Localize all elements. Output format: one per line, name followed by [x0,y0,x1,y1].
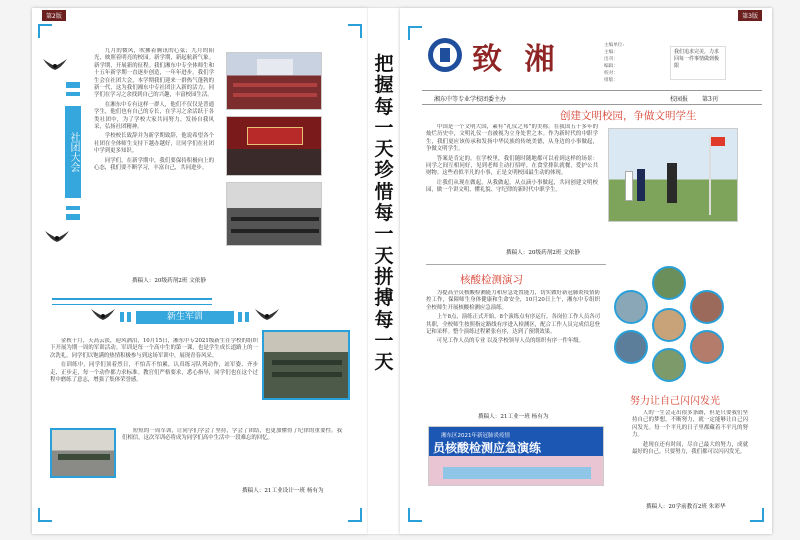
training-photo [262,330,350,400]
flag-ceremony-photo [608,128,738,222]
civilization-article-body [426,124,598,244]
meta-line: 主编单位: [604,43,624,48]
meta-line: 排版： [604,78,618,83]
title-bar-decoration [245,312,249,322]
meta-line: 编辑： [604,64,618,69]
section-title: 努力让自己闪闪发光 [630,396,720,407]
right-page [400,8,772,534]
paragraph: 同学们，在新学期中，我们要保持积极向上的心态，我们要不断学习，丰富自己，共同进步。 [94,157,214,172]
masthead-motto: 我们追求完美，力求回每一件事情做到极限 [670,46,726,80]
left-page [32,8,368,534]
byline: 撰稿人：21工业一班 杨有为 [478,414,549,420]
paragraph: 金秋十月，天高云淡，迎风洒泪，10月15日，湘东中专2021级新生在学校的组织下开展为期一周的军训活动。军训是每一个高中生的第一课，也是学生成长道路上的一次洗礼，同学们以饱满的热情积极参与到这场军训中，展现青春风采。 [50,338,258,359]
club-article-body [94,48,214,266]
section-title: 社团大会 [65,106,81,198]
paragraph: 趁现在还有时间，尽自己最大的努力，成就最好的自己。只要努力，我们都可以闪闪发光。 [632,441,748,456]
byline: 撰稿人：20级药剂2班 文依静 [506,250,580,256]
masthead-org: 湘东中等专业学校团委主办 [434,96,507,103]
meeting-photo [226,52,322,110]
masthead-rule [422,90,762,91]
corner-decoration [38,24,52,38]
collage-photo [652,266,686,300]
divider [52,304,212,305]
paragraph: 让我们从现在做起，从我做起，从点滴小事做起，共同创建文明校园，做一个讲文明、懂礼貌、守纪律的新时代中职学生。 [426,179,598,194]
corner-decoration [750,508,764,522]
corner-decoration [408,26,422,40]
collage-photo [652,308,686,342]
swallow-icon [254,306,280,322]
center-spine [368,8,400,534]
meta-line: 出刊： [604,57,618,62]
marching-photo [50,428,116,478]
collage-photo [652,348,686,382]
title-bar-decoration [66,92,80,96]
paragraph: 九月的微风，吹拂着腾讯的心弦；九月的阳光，映照着明亮的校园。新学期，新起航新气象。新学期，开展新的征程。我们湘东中专全体师生和十五年新学期一直逐步创造，一年年进步。我们学生会在社团大会，本学期我们迎来一群热气蓬勃的新一代，这为我们湘东中专社团注入新的活力。同学们在学习之余找到自己的兴趣，丰富校园生活。 [94,48,214,99]
section-title: 核酸检测演习 [460,274,523,286]
spine-slogan: 把握每一天 珍惜每一天 拼搏每一天 [374,53,394,374]
corner-decoration [38,508,52,522]
stage-photo [226,116,322,176]
test-article-body [426,290,600,402]
military-article-body-cont [122,428,342,474]
corner-decoration [348,24,362,38]
school-logo [428,38,462,72]
paragraph: 答案是肯定的。在学校里，我们随时随地都可以看到这样的场景：同学之间互相问好，见到老师主动打招呼，在食堂排队就餐，爱护公共财物。这些看似平凡的小事，正是文明校园最生动的体现。 [426,155,598,177]
swallow-icon [44,228,70,244]
banner-top-text: 湘东区2021年新冠肺炎疫情 [441,433,510,439]
paragraph: 在湘东中专有这样一群人，他们不仅仅是普通学生，他们也有自己的专长，在学习之余活跃于各类社团中，为了学校大家共同努力，发扬自我风采，弘扬社团精神。 [94,101,214,131]
paragraph: 短短的一周军训，让同学们学会了坚持，学会了团结，也更加懂得了纪律的重要性。我们相信，这次军训必将成为同学们高中生活中一段难忘的回忆。 [122,428,342,442]
sport-article-body [632,410,748,496]
title-bar-decoration [127,312,131,322]
paragraph: 在训练中，同学们顶着烈日，不怕苦不怕累，认真练习队列动作，站军姿、齐步走、正步走，每一个动作都力求标准。教官们严格要求，悉心指导，同学们也在这个过程中磨练了意志，增强了集体荣誉感。 [50,362,258,384]
paragraph: 上午8点，演练正式开始，8个演练点有序运行，各岗位工作人员各司其职，全校师生按照指定路线有序进入检测区，配合工作人员完成信息登记和采样。整个演练过程紧张有序，达到了预期效果。 [426,314,600,336]
divider [426,264,606,265]
paragraph: 为提高全员核酸检测能力和应急处置能力，切实做好新冠肺炎疫情防控工作，保障师生身体健康和生命安全，10月20日上午，湘东中专组织全校师生开展核酸检测应急演练。 [426,290,600,311]
swallow-icon [90,306,116,322]
masthead-issue: 第3刊 [702,96,718,103]
swallow-icon [42,56,68,72]
masthead-rule [422,104,762,105]
masthead-meta [604,42,644,84]
collage-photo [614,290,648,324]
byline: 撰稿人：20学前教育2班 朱彩华 [646,504,726,510]
collage-photo [614,330,648,364]
audience-photo [226,182,322,246]
meta-line: 主编： [604,50,618,55]
collage-photo [690,290,724,324]
military-article-body [50,338,258,422]
paragraph: 人的一生会走出很多条路，但是只要我们坚持自己的梦想，不断努力，就一定能够让自己闪闪发光。每一个平凡的日子里都藏着不平凡的努力。 [632,410,748,439]
meta-line: 校对： [604,71,618,76]
corner-decoration [408,508,422,522]
section-title: 创建文明校园，争做文明学生 [560,110,697,122]
title-bar-decoration [238,312,242,322]
section-title: 新生军训 [136,311,234,324]
masthead-title: 致 湘 [472,42,561,77]
banner-main-text: 员核酸检测应急演练 [433,441,542,455]
paragraph: 可见工作人员的专业 以及学校领导人员的组织有序一件年级。 [436,338,585,345]
drill-banner-photo [428,426,604,486]
title-bar-decoration [120,312,124,322]
title-bar-decoration [66,82,80,88]
paragraph: 学校校长致辞并为新学期致辞，他说希望各个社团在全体师生支持下越办越好，让同学们在社团中学到更多知识。 [94,133,214,155]
page-tag: 第3版 [738,10,762,21]
corner-decoration [348,508,362,522]
divider [52,298,212,300]
title-bar-decoration [66,214,80,220]
byline: 撰稿人：20级药剂2班 文依静 [132,278,206,284]
title-bar-decoration [66,206,80,210]
paragraph: 中国是一个文明大国，素有“礼仪之邦”的美称。在我国五千多年的灿烂历史中，文明礼仪一直被视为立身处世之本。作为新时代的中职学生，我们更应该传承和发扬中华民族的传统美德，从身边的小事做起，争做文明学生。 [426,124,598,153]
page-tag: 第2版 [42,10,66,21]
masthead-edition: 校园报 [670,96,689,103]
collage-photo [690,330,724,364]
byline: 撰稿人：21工业设计一班 杨有为 [242,488,324,494]
